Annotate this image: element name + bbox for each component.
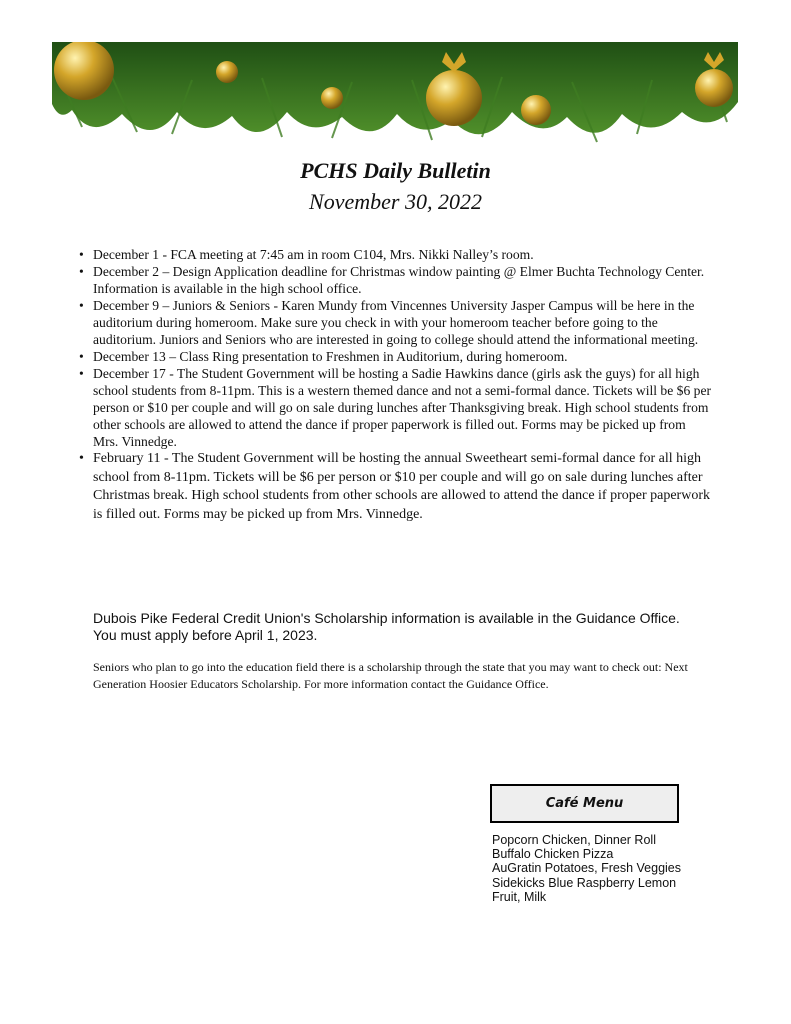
menu-item: AuGratin Potatoes, Fresh Veggies <box>492 861 681 876</box>
cafe-menu-list <box>492 833 681 904</box>
list-item: • December 13 – Class Ring presentation to Freshmen in Auditorium, during homeroom. <box>93 348 711 365</box>
page-title: PCHS Daily Bulletin <box>300 158 491 183</box>
menu-item: Popcorn Chicken, Dinner Roll <box>492 833 656 847</box>
gold-ornament <box>521 95 551 125</box>
list-item: • December 1 - FCA meeting at 7:45 am in room C104, Mrs. Nikki Nalley’s room. <box>93 246 711 263</box>
seniors-scholarship-notice: Seniors who plan to go into the education field there is a scholarship through the state that you may want to check out: Next Generation Hoosier Educators Scholarship. For more information contact the Guidance Office. <box>93 660 688 691</box>
credit-union-notice: Dubois Pike Federal Credit Union's Scholarship information is available in the Guidance Office. You must apply before April 1, 2023. <box>93 610 680 643</box>
gold-ornament <box>321 87 343 109</box>
list-item: • February 11 - The Student Government will be hosting the annual Sweetheart semi-formal dance for all high school from 8-11pm. Tickets will be $6 per person or $10 per couple and will go on sale during lunches after Christmas break. High school students from other schools are allowed to attend the dance if proper paperwork is filled out. Forms may be picked up from Mrs. Vinnedge. <box>93 450 711 524</box>
list-item: • December 9 – Juniors & Seniors - Karen Mundy from Vincennes University Jasper Campus will be here in the auditorium during homeroom. Make sure you check in with your homeroom teacher before going to the auditorium. Juniors and Seniors who are interested in going to college should attend the informational meeting. <box>93 297 711 348</box>
cafe-menu-heading: Café Menu <box>490 784 679 823</box>
list-item: • December 17 - The Student Government will be hosting a Sadie Hawkins dance (girls ask the guys) for all high school students from 8-11pm. This is a western themed dance and not a semi-formal dance. Tickets will be $6 per person or $10 per couple and will go on sale during lunches after Thanksgiving break. High school students from other schools are allowed to attend the dance if proper paperwork is filled out. Forms may be picked up from Mrs. Vinnedge. <box>93 365 711 450</box>
christmas-garland-banner <box>52 42 738 152</box>
events-list <box>93 246 711 524</box>
list-item: • December 2 – Design Application deadline for Christmas window painting @ Elmer Buchta Technology Center. Information is available in the high school office. <box>93 263 711 297</box>
pine-branches <box>52 42 738 134</box>
bulletin-date: November 30, 2022 <box>309 189 482 214</box>
gold-ornament <box>426 70 482 126</box>
menu-item: Sidekicks Blue Raspberry Lemon <box>492 875 677 890</box>
gold-ornament <box>695 69 733 107</box>
menu-item: Fruit, Milk <box>492 889 547 904</box>
gold-ornament <box>216 61 238 83</box>
gold-ornament <box>54 42 114 100</box>
menu-item: Buffalo Chicken Pizza <box>492 847 614 862</box>
